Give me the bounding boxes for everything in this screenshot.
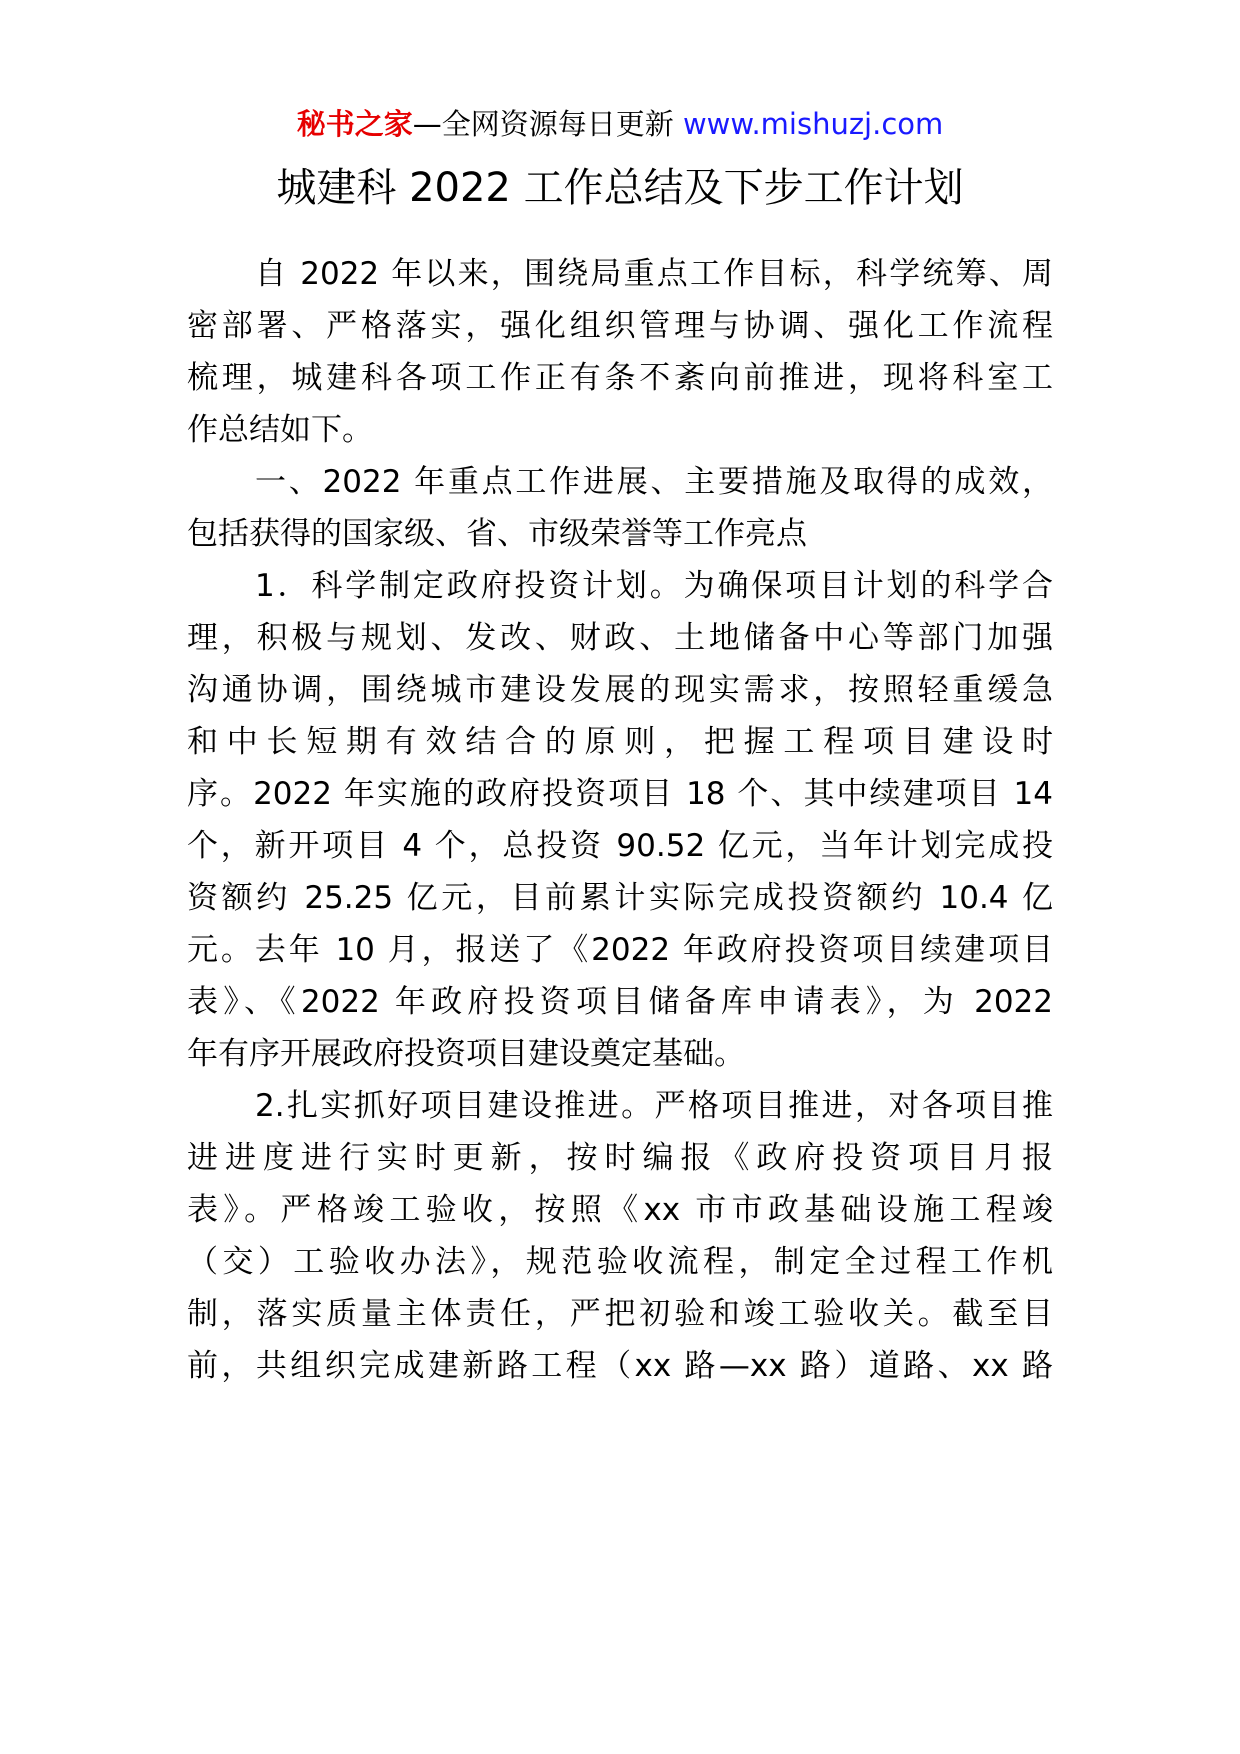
paragraph-2-line-6: 个，新开项目 4 个，总投资 90.52 亿元，当年计划完成投 <box>187 828 1053 864</box>
paragraph-3-line-6: 前，共组织完成建新路工程（xx 路—xx 路）道路、xx 路 <box>187 1348 1053 1384</box>
paragraph-2-line-2: 理，积极与规划、发改、财政、土地储备中心等部门加强 <box>187 620 1053 656</box>
paragraph-2-line-5: 序。2022 年实施的政府投资项目 18 个、其中续建项目 14 <box>187 776 1053 812</box>
paragraph-1-line-1: 自 2022 年以来，围绕局重点工作目标，科学统筹、周 <box>255 256 1053 292</box>
paragraph-1-line-4: 作总结如下。 <box>187 412 373 448</box>
paragraph-3-line-5: 制，落实质量主体责任，严把初验和竣工验收关。截至目 <box>187 1296 1053 1332</box>
site-brand: 秘书之家 <box>296 107 413 141</box>
paragraph-2-line-9: 表》、《2022 年政府投资项目储备库申请表》，为 2022 <box>187 984 1053 1020</box>
section-heading-line-2: 包括获得的国家级、省、市级荣誉等工作亮点 <box>187 516 807 552</box>
paragraph-2-line-7: 资额约 25.25 亿元，目前累计实际完成投资额约 10.4 亿 <box>187 880 1053 916</box>
paragraph-1-line-3: 梳理，城建科各项工作正有条不紊向前推进，现将科室工 <box>187 360 1053 396</box>
paragraph-2-line-8: 元。去年 10 月，报送了《2022 年政府投资项目续建项目 <box>187 932 1053 968</box>
site-header <box>0 104 1240 144</box>
paragraph-2-line-4: 和中长短期有效结合的原则，把握工程项目建设时 <box>187 724 1053 760</box>
paragraph-3-line-4: （交）工验收办法》，规范验收流程，制定全过程工作机 <box>187 1244 1053 1280</box>
section-heading-line-1: 一、2022 年重点工作进展、主要措施及取得的成效， <box>255 464 1053 500</box>
paragraph-2-line-1: 1．科学制定政府投资计划。为确保项目计划的科学合 <box>255 568 1053 604</box>
site-tagline: —全网资源每日更新 <box>412 107 674 141</box>
paragraph-3-line-2: 进进度进行实时更新，按时编报《政府投资项目月报 <box>187 1140 1053 1176</box>
site-url-link[interactable]: www.mishuzj.com <box>682 107 944 141</box>
paragraph-2-line-10: 年有序开展政府投资项目建设奠定基础。 <box>187 1036 745 1072</box>
paragraph-3-line-3: 表》。严格竣工验收，按照《xx 市市政基础设施工程竣 <box>187 1192 1053 1228</box>
paragraph-2-line-3: 沟通协调，围绕城市建设发展的现实需求，按照轻重缓急 <box>187 672 1053 708</box>
paragraph-1-line-2: 密部署、严格落实，强化组织管理与协调、强化工作流程 <box>187 308 1053 344</box>
paragraph-3-line-1: 2.扎实抓好项目建设推进。严格项目推进，对各项目推 <box>255 1088 1053 1124</box>
document-title: 城建科 2022 工作总结及下步工作计划 <box>276 165 964 211</box>
